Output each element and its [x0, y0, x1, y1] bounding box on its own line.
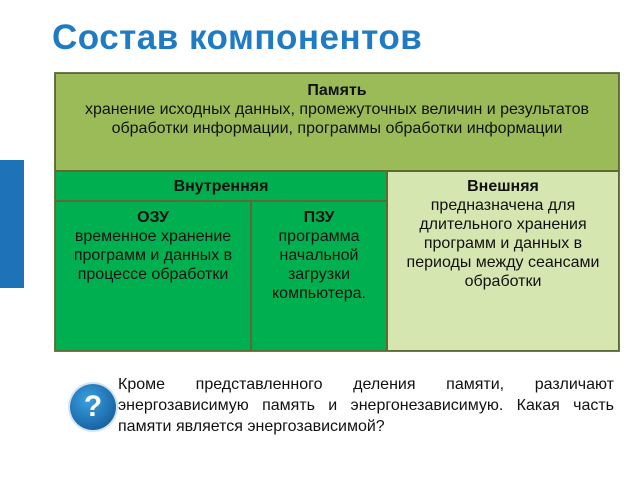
external-memory-cell — [387, 171, 619, 351]
external-memory-description: предназначена для длительного хранения программ и данных в периоды между сеансами обработки — [406, 197, 600, 290]
ozu-description: временное хранение программ и данных в процессе обработки — [73, 228, 233, 283]
pzu-heading: ПЗУ — [303, 209, 335, 226]
external-memory-heading: Внешняя — [467, 178, 539, 195]
pzu-cell — [251, 201, 387, 351]
accent-bar — [0, 160, 24, 288]
ozu-cell — [55, 201, 251, 351]
memory-heading: Память — [307, 82, 367, 99]
memory-cell — [55, 73, 619, 171]
slide-title: Состав компонентов — [52, 18, 423, 57]
question-text: Кроме представленного деления памяти, различают энергозависимую память и энергонезависимую. Какая часть памяти является энергозависимой? — [118, 376, 614, 435]
pzu-description: программа начальной загрузки компьютера. — [271, 228, 366, 302]
memory-table — [54, 72, 620, 352]
internal-memory-cell — [55, 171, 387, 201]
internal-memory-heading: Внутренняя — [173, 178, 269, 195]
question-icon[interactable]: ? — [70, 384, 116, 430]
ozu-heading: ОЗУ — [137, 209, 169, 226]
memory-description: хранение исходных данных, промежуточных величин и результатов обработки информации, программы обработки информации — [84, 101, 590, 137]
